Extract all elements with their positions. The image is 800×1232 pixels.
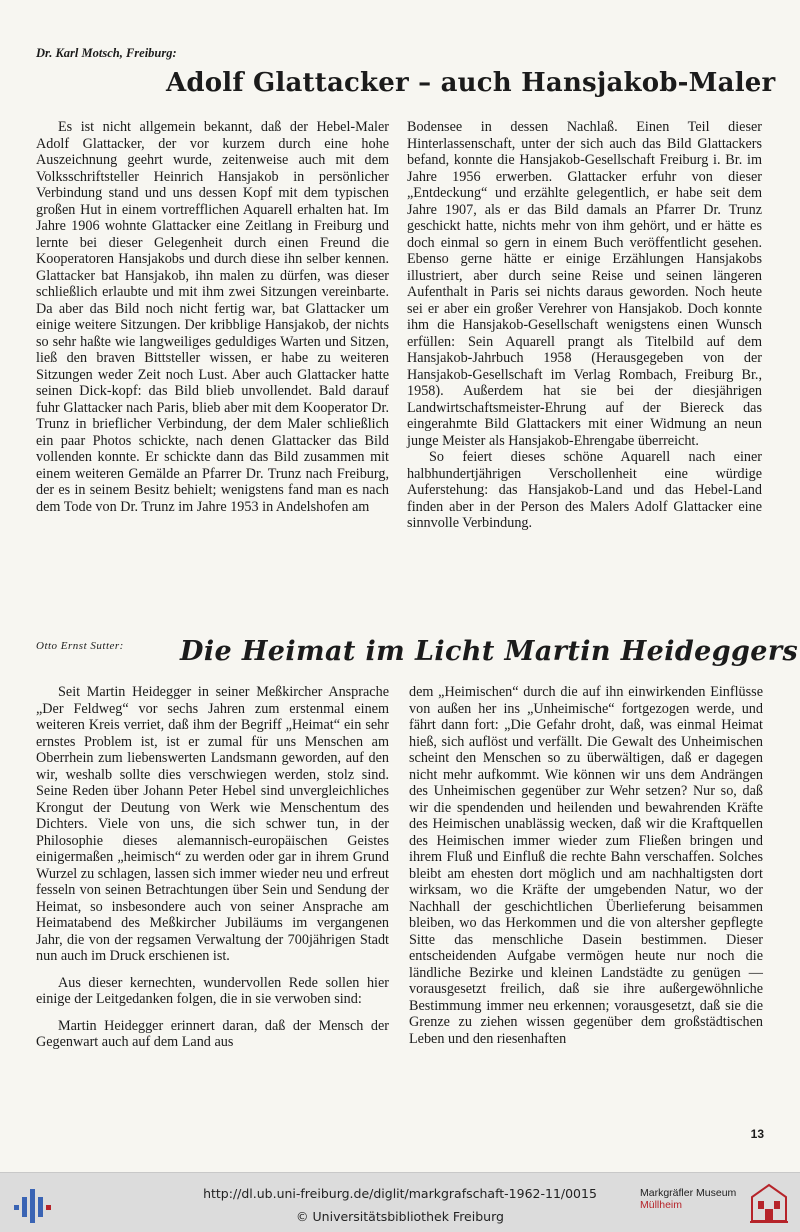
copyright-text: © Universitätsbibliothek Freiburg [296,1209,504,1224]
viewer-footer [0,1172,800,1232]
article2-column-left [36,684,389,1051]
museum-building-icon [748,1181,790,1225]
article2-paragraph: dem „Heimischen“ durch die auf ihn einwirkenden Einflüsse von außen her ins „Unheimische“ fortgezogen werde, und fährt dann fort: „Die Gefahr droht, daß, was einmal Heimat hieß, sich auflöst und verfällt. Die Gewalt des Unheimischen scheint den Menschen so zu überwältigen, daß er dagegen nicht mehr aufkommt. Wie können wir uns dem Andrängen des Unheimischen gegenüber zur Wehr setzen? Nur so, daß wir die spendenden und heilenden und bewahrenden Kräfte des Heimischen unablässig wecken, daß wir die Kraftquellen des Heimischen immer wieder zum Fließen bringen und ihrem Fluß und Einfluß die rechte Bahn verschaffen. Solches bleibt am ehesten dort möglich und am nachhaltigsten dort wirksam, wo die Kräfte der umgebenden Natur, wo der Nachhall der geschichtlichen Überlieferung beisammen bleiben, wo das Herkommen und die von altersher gepflegte Sitte das menschliche Dasein bestimmen. Dieser entscheidenden Aufgabe vermögen heute nur noch die ländliche Bezirke und kleinen Landstädte zu genügen — vorausgesetzt freilich, daß sie ihre außergewöhnliche Bestimmung immer neu erkennen; vorausgesetzt, daß sie die Grenze zu ziehen wissen gegenüber dem großstädtischen Leben und den riesenhaften [409,684,763,1047]
page-number: 13 [750,1127,764,1141]
article2-title: Die Heimat im Licht Martin Heideggers [180,636,799,667]
article1-title: Adolf Glattacker – auch Hansjakob-Maler [166,68,776,98]
article1-column-left [36,119,389,515]
article1-author: Dr. Karl Motsch, Freiburg: [36,46,177,60]
article1-column-right [407,119,762,532]
museum-label [640,1187,736,1211]
article2-paragraph: Aus dieser kernechten, wundervollen Rede sollen hier einige der Leitgedanken folgen, die in sie verwoben sind: [36,974,389,1007]
article2-column-right [409,684,763,1047]
document-url-link[interactable]: http://dl.ub.uni-freiburg.de/diglit/markgrafschaft-1962-11/0015 [203,1186,597,1201]
article1-paragraph: Bodensee in dessen Nachlaß. Einen Teil dieser Hinterlassenschaft, unter der sich auch das Bild Glattackers befand, konnte die Hansjakob-Gesellschaft Freiburg i. Br. im Jahre 1956 erwerben. Glattacker erfuhr von dieser „Entdeckung“ und erzählte gelegentlich, er habe seit dem Jahre 1907, als er das Bild damals an Pfarrer Dr. Trunz geschickt hatte, nichts mehr von ihm gehört, und er hätte es doch einmal so gern in einem Buch veröffentlicht gesehen. Ebenso gerne hätte er einige Erzählungen Hansjakobs illustriert, aber durch seine Reise und seinen längeren Aufenthalt in Paris sei nichts daraus geworden. Noch heute sei er aber ein großer Verehrer von Hansjakob. Doch konnte ihm die Hansjakob-Gesellschaft wenigstens einen Wunsch erfüllen: Sein Aquarell prangt als Titelbild auf dem Hansjakob-Jahrbuch 1958 (Herausgegeben von der Hansjakob-Gesellschaft im Verlag Rombach, Freiburg Br., 1958). Außerdem hat sie bei der diesjährigen Landwirtschaftsmeister-Ehrung auf der Biereck das eingerahmte Bild Glattackers mit einer Widmung an neun junge Meister als Hansjakob-Ehrengabe überreicht. [407,119,762,449]
museum-name: Markgräfler Museum [640,1187,737,1199]
article2-paragraph: Seit Martin Heidegger in seiner Meßkircher Ansprache „Der Feldweg“ vor sechs Jahren zum erstenmal einem weiteren Kreis verriet, daß ihm der Begriff „Heimat“ ein sehr ernstes Problem ist, ist er zumal für uns Menschen am Oberrhein zum liebenswerten Landsmann geworden, auf den wir, weshalb sollte dies verschwiegen werden, stolz sind. Seine Reden über Johann Peter Hebel sind unvergleichliches Krongut der Deutung von Werk wie Menschentum des Dichters. Viele von uns, die sich schwer tun, in der Philosophie dieses alemannisch-europäischen Geistes einigermaßen „heimisch“ zu werden oder gar in ihrem Grund Wurzel zu schlagen, lassen sich immer wieder neu und erfreut fesseln von seinen Betrachtungen über Sein und Sendung der Heimat, so insbesondere auch von seiner Ansprache am Heimatabend des Meßkircher Jubiläums im vergangenen Jahr, die von der regsamen Verwaltung der 700jährigen Stadt nun auch im Druck erschienen ist. [36,684,389,964]
museum-city: Müllheim [640,1199,683,1211]
article1-paragraph: So feiert dieses schöne Aquarell nach einer halbhundertjährigen Verschollenheit eine würdige Auferstehung: das Hansjakob-Land und das Hebel-Land finden aber in der Person des Malers Adolf Glattacker eine sinnvolle Verbindung. [407,449,762,531]
article1-paragraph: Es ist nicht allgemein bekannt, daß der Hebel-Maler Adolf Glattacker, der vor kurzem durch eine hohe Auszeichnung geehrt wurde, zeitenweise auch mit dem Volksschriftsteller Heinrich Hansjakob in persönlicher Verbindung stand und uns dessen Kopf mit dem typischen großen Hut in einem vortrefflichen Aquarell erhalten hat. Im Jahre 1906 wohnte Glattacker eine Zeitlang in Freiburg und lernte bei dieser Gelegenheit durch einen Freund die Kooperatoren Hansjakobs und durch diese ihn selber kennen. Glattacker bat Hansjakob, ihn malen zu dürfen, was dieser schließlich erlaubte und mit ihm zwei Sitzungen vereinbarte. Da aber das Bild noch nicht fertig war, bat Glattacker um einige weitere Sitzungen. Der kribblige Hansjakob, der nichts so sehr haßte wie langweiliges geduldiges Warten und Sitzen, ließ den braven Bittsteller wissen, er habe zu weiteren Sitzungen weder Zeit noch Lust. Aber auch Glattacker hatte seinen Dick-kopf: das Bild blieb unvollendet. Bald darauf fuhr Glattacker nach Paris, blieb aber mit dem Kooperator Dr. Trunz in brieflicher Verbindung, der dem Maler schließlich ein paar Photos schickte, nach denen Glattacker das Bild vollenden konnte. Er schickte dann das Bild zusammen mit einem weiteren Gemälde an Pfarrer Dr. Trunz nach Freiburg, der es in seinem Besitz behielt; wenigstens fand man es nach dem Tode von Dr. Trunz im Jahre 1953 in Andelshofen am [36,119,389,515]
article2-paragraph: Martin Heidegger erinnert daran, daß der Mensch der Gegenwart auch auf dem Land aus [36,1017,389,1050]
article2-author: Otto Ernst Sutter: [36,640,124,652]
